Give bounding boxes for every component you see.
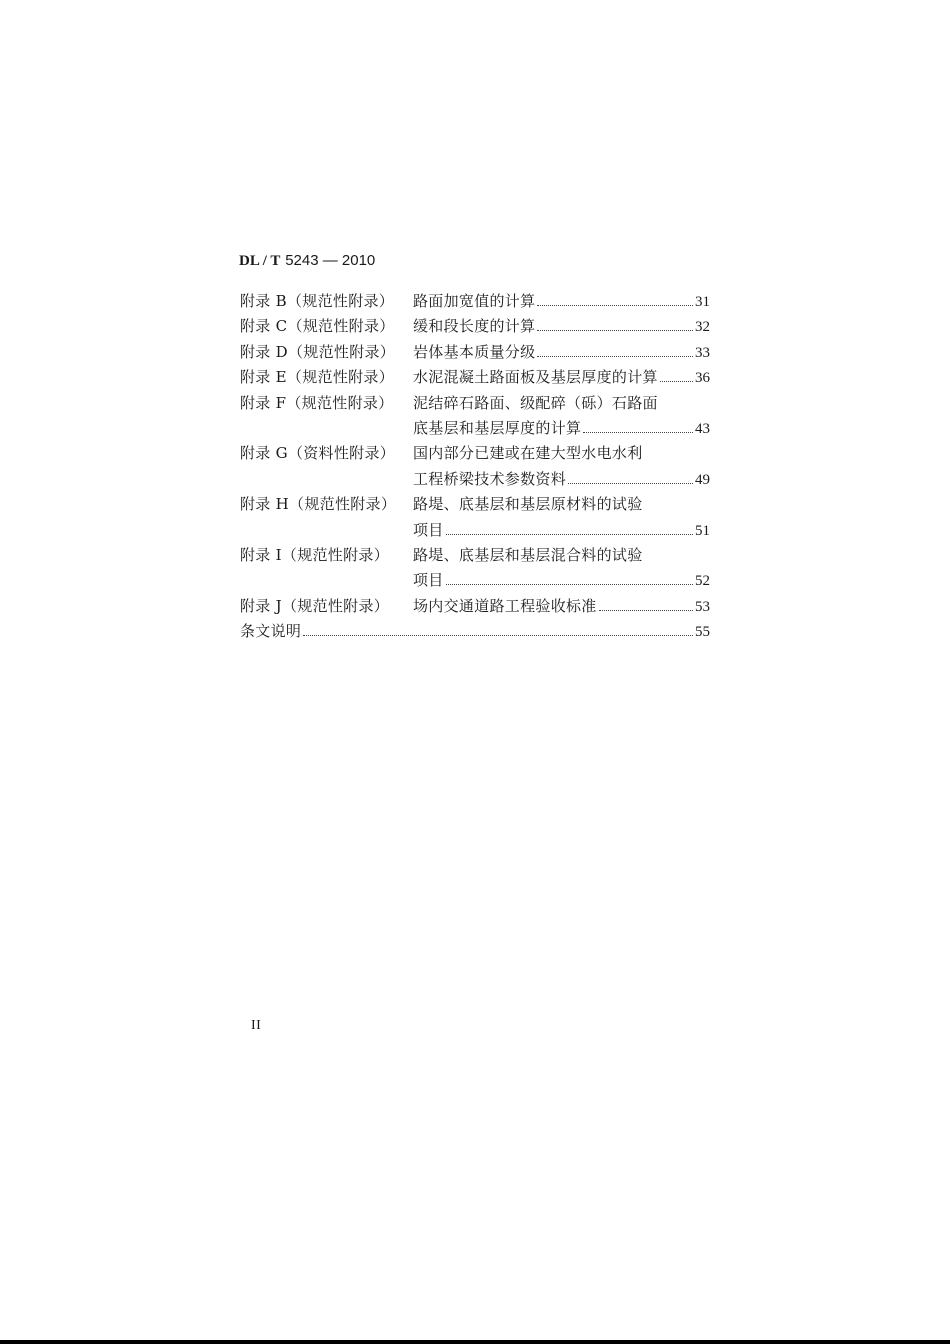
toc-appendix-label: 附录 H（规范性附录） xyxy=(240,495,397,514)
toc-title-row xyxy=(413,340,710,366)
document-code-prefix: DL / T xyxy=(239,253,281,269)
toc-entry xyxy=(240,416,710,441)
toc-title: 项目 xyxy=(413,571,444,590)
toc-title-row xyxy=(413,289,710,315)
toc-title-row xyxy=(413,467,710,493)
toc-entry xyxy=(240,619,710,644)
toc-entry xyxy=(240,568,710,593)
toc-appendix-label: 附录 C（规范性附录） xyxy=(240,317,395,336)
toc-page-number: 36 xyxy=(695,370,710,387)
toc-entry xyxy=(240,594,710,619)
toc-title-row xyxy=(413,594,710,620)
toc-entry xyxy=(240,492,710,517)
toc-entry xyxy=(240,391,710,416)
toc-entry xyxy=(240,289,710,314)
toc-page-number: 53 xyxy=(695,598,710,615)
toc-leader-dots xyxy=(568,482,693,484)
toc-entry xyxy=(240,518,710,543)
document-code-number: 5243 — 2010 xyxy=(285,252,376,269)
toc-leader-dots xyxy=(660,380,693,382)
toc-entry xyxy=(240,441,710,466)
toc-title: 条文说明 xyxy=(240,622,302,641)
toc-appendix-label: 附录 F（规范性附录） xyxy=(240,393,394,412)
toc-entry xyxy=(240,340,710,365)
toc-entry xyxy=(240,467,710,492)
toc-title: 底基层和基层厚度的计算 xyxy=(413,418,582,437)
toc-title: 岩体基本质量分级 xyxy=(413,342,536,361)
toc-leader-dots xyxy=(303,634,693,636)
toc-leader-dots xyxy=(446,533,693,535)
toc-title-row xyxy=(413,543,710,568)
toc-title: 泥结碎石路面、级配碎（砾）石路面 xyxy=(413,393,658,412)
toc-leader-dots xyxy=(537,355,693,357)
toc-appendix-label: 附录 G（资料性附录） xyxy=(240,444,396,463)
toc-leader-dots xyxy=(537,304,693,306)
toc-page-number: 55 xyxy=(695,624,710,641)
toc-appendix-label: 附录 D（规范性附录） xyxy=(240,342,396,361)
toc-title-row xyxy=(413,391,710,416)
toc-title-row xyxy=(413,365,710,391)
toc-page-number: 31 xyxy=(695,294,710,310)
toc-page-number: 49 xyxy=(695,471,710,488)
toc-title-row xyxy=(413,416,710,442)
table-of-contents xyxy=(240,289,710,644)
toc-page-number: 43 xyxy=(695,420,710,437)
toc-page-number: 32 xyxy=(695,319,710,336)
toc-title: 路面加宽值的计算 xyxy=(413,292,536,310)
toc-title: 缓和段长度的计算 xyxy=(413,317,536,336)
bottom-border xyxy=(0,1340,950,1344)
toc-appendix-label: 附录 B（规范性附录） xyxy=(240,292,395,310)
toc-leader-dots xyxy=(446,583,693,585)
toc-title: 路堤、底基层和基层原材料的试验 xyxy=(413,495,643,514)
toc-entry xyxy=(240,543,710,568)
toc-page-number: 51 xyxy=(695,522,710,539)
toc-title: 路堤、底基层和基层混合料的试验 xyxy=(413,545,643,564)
toc-title: 项目 xyxy=(413,520,444,539)
toc-entry xyxy=(240,365,710,390)
toc-page-number: 52 xyxy=(695,573,710,590)
toc-appendix-label: 附录 E（规范性附录） xyxy=(240,368,395,387)
toc-title-row xyxy=(413,441,710,466)
toc-title: 场内交通道路工程验收标准 xyxy=(413,596,597,615)
toc-leader-dots xyxy=(583,431,693,433)
toc-title-row xyxy=(413,568,710,594)
toc-entry xyxy=(240,314,710,339)
document-code xyxy=(239,250,375,271)
toc-title-row xyxy=(413,518,710,544)
toc-title-row xyxy=(240,619,710,645)
toc-leader-dots xyxy=(599,609,693,611)
toc-appendix-label: 附录 I（规范性附录） xyxy=(240,545,389,564)
toc-title: 水泥混凝土路面板及基层厚度的计算 xyxy=(413,368,658,387)
toc-leader-dots xyxy=(537,329,693,331)
toc-appendix-label: 附录 J（规范性附录） xyxy=(240,596,390,615)
toc-title: 国内部分已建或在建大型水电水利 xyxy=(413,444,643,463)
toc-page-number: 33 xyxy=(695,344,710,361)
toc-title: 工程桥梁技术参数资料 xyxy=(413,469,567,488)
toc-title-row xyxy=(413,492,710,517)
page-number: II xyxy=(251,1018,262,1033)
toc-title-row xyxy=(413,314,710,340)
